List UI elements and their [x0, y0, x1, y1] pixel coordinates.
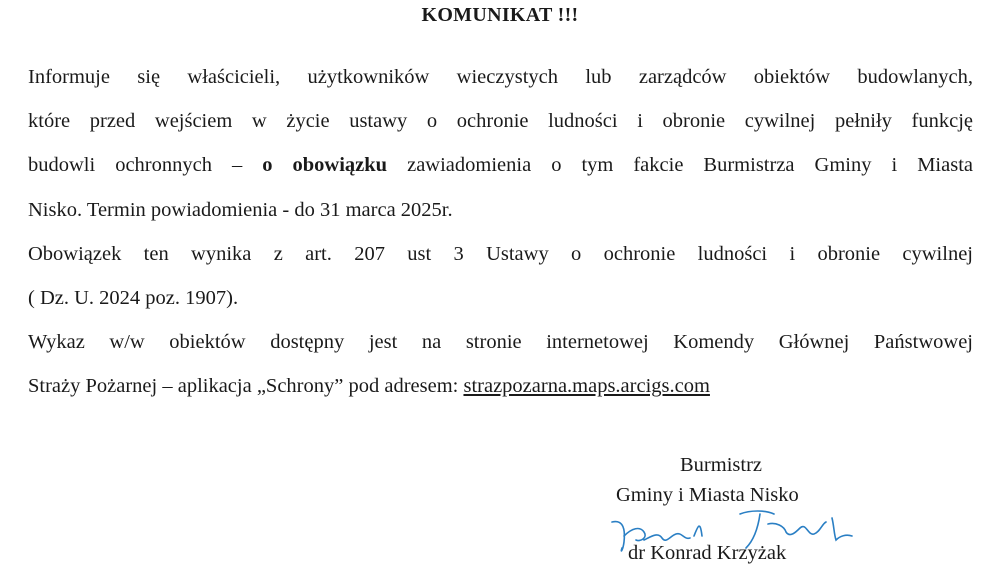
paragraph3-line2-start: Straży Pożarnej – aplikacja „Schrony” pod adresem: [28, 375, 464, 398]
paragraph1-line1: Informuje się właścicieli, użytkowników wieczystych lub zarządców obiektów budowlanych, [28, 66, 973, 88]
signature-office: Gminy i Miasta Nisko [616, 484, 799, 506]
paragraph1-line3-start: budowli ochronnych – [28, 154, 263, 177]
paragraph3-line1: Wykaz w/w obiektów dostępny jest na stronie internetowej Komendy Głównej Państwowej [28, 331, 973, 354]
signature-role: Burmistrz [680, 454, 762, 476]
obligation-emphasis: o obowiązku [262, 154, 388, 177]
paragraph1-line4: Nisko. Termin powiadomienia - do 31 marca 2025r. [28, 198, 453, 221]
paragraph2-line1: Obowiązek ten wynika z art. 207 ust 3 Ustawy o ochronie ludności i obronie cywilnej [28, 242, 973, 265]
schrony-app-link[interactable]: strazpozarna.maps.arcigs.com [463, 375, 710, 398]
paragraph2-line2: ( Dz. U. 2024 poz. 1907). [28, 287, 239, 310]
paragraph3-line2 [28, 364, 973, 408]
announcement-body [28, 55, 973, 409]
document-title: KOMUNIKAT !!! [421, 4, 579, 26]
paragraph1-line3 [28, 143, 973, 187]
paragraph1-line3-end: zawiadomienia o tym fakcie Burmistrza Gminy i Miasta [387, 154, 973, 177]
signature-name: dr Konrad Krzyżak [628, 542, 787, 564]
paragraph1-line2: które przed wejściem w życie ustawy o ochronie ludności i obronie cywilnej pełniły funkcję [28, 110, 973, 133]
